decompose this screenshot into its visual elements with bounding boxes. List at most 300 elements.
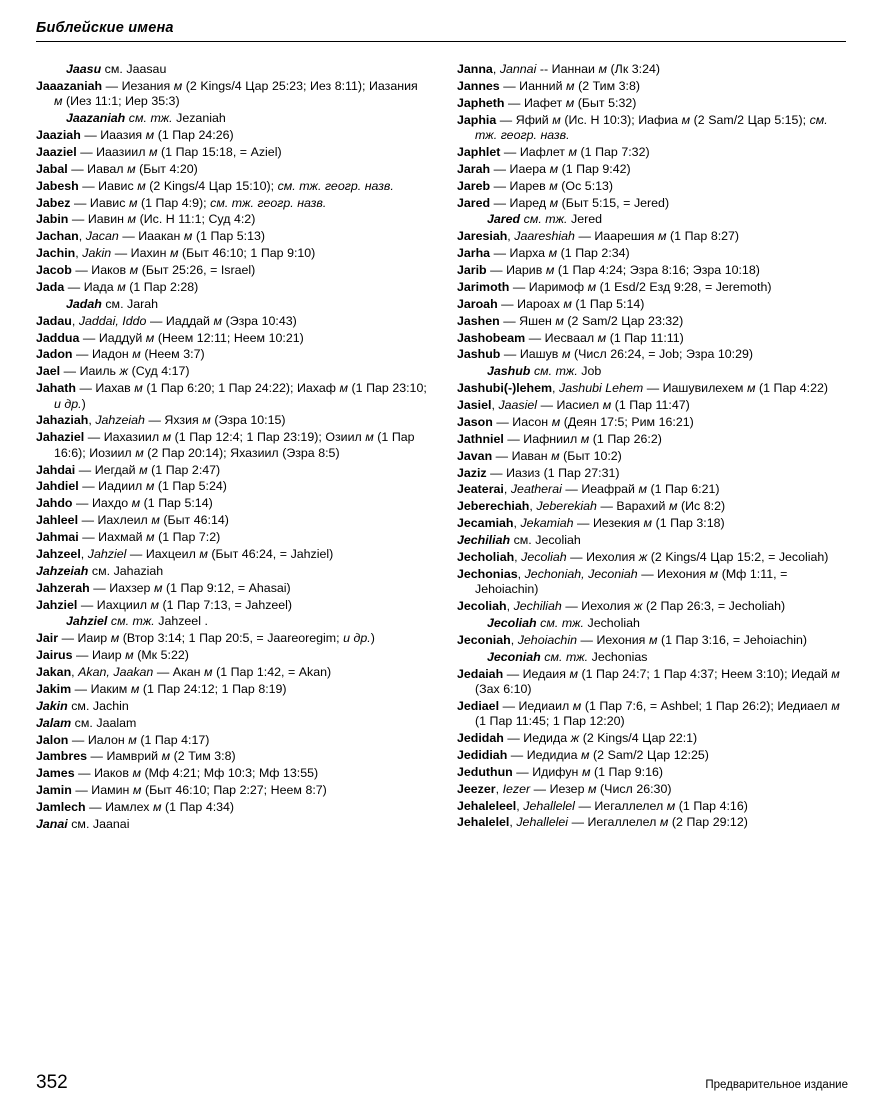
dictionary-crossref — [36, 62, 427, 77]
dictionary-entry — [36, 413, 427, 428]
entry-body: — Иаир м (Втор 3:14; 1 Пар 20:5, = Jaareoregim; и др.) — [58, 631, 375, 646]
entry-headword-variant: Jahzeiah — [95, 413, 145, 428]
entry-separator: , — [492, 62, 500, 76]
entry-separator: , — [491, 398, 499, 412]
dictionary-entry — [457, 815, 848, 830]
entry-headword: Jeduthun — [457, 764, 513, 779]
dictionary-entry — [36, 280, 427, 295]
entry-separator: , — [78, 229, 86, 244]
entry-body: — Ианний м (2 Тим 3:8) — [499, 78, 641, 93]
entry-body: — Иахдо м (1 Пар 5:14) — [72, 496, 213, 511]
entry-body: — Яхзия м (Эзра 10:15) — [144, 413, 286, 428]
entry-body: — Иашув м (Числ 26:24, = Job; Эзра 10:29) — [500, 347, 754, 362]
dictionary-entry — [457, 398, 848, 413]
footer-note: Предварительное издание — [705, 1079, 848, 1091]
dictionary-column-left — [36, 62, 427, 1052]
entry-body: см. Jecoliah — [510, 533, 581, 547]
entry-headword: Jabesh — [36, 178, 79, 193]
entry-headword: Japhlet — [457, 144, 501, 159]
dictionary-entry — [457, 432, 848, 447]
entry-body: — Иазиз (1 Пар 27:31) — [486, 465, 620, 480]
entry-headword: Jadah — [66, 296, 102, 311]
entry-headword: Jacob — [36, 263, 72, 277]
entry-headword: Jecoliah — [487, 615, 537, 630]
entry-headword: Jambres — [36, 749, 87, 764]
entry-body: — Яфий м (Ис. Н 10:3); Иафиа м (2 Sam/2 Цар 5:15); см. тж. геогр. назв. — [475, 112, 828, 142]
entry-body: — Иамлех м (1 Пар 4:34) — [85, 800, 235, 814]
entry-body: — Иезер м (Числ 26:30) — [530, 781, 672, 796]
dictionary-entry — [457, 699, 848, 730]
entry-headword-variant: Jecoliah — [521, 549, 567, 564]
entry-separator: , — [513, 516, 521, 531]
entry-headword: Jahaziah — [36, 413, 89, 428]
entry-body: — Иезания м (2 Kings/4 Цар 25:23; Иез 8:11); Иазания м (Иез 11:1; Иер 35:3) — [54, 78, 418, 109]
entry-headword: Jason — [457, 414, 493, 429]
dictionary-crossref — [457, 212, 848, 227]
entry-headword: James — [36, 766, 75, 781]
entry-body: — Иафет м (Быт 5:32) — [504, 95, 637, 110]
entry-headword: Jadau — [36, 313, 72, 328]
entry-headword-variant: Jaareshiah — [514, 229, 575, 244]
dictionary-entry — [36, 145, 427, 160]
entry-body: см. тж. Jezaniah — [128, 111, 226, 126]
dictionary-entry — [457, 599, 848, 614]
dictionary-entry — [457, 79, 848, 94]
entry-headword: Jakan — [36, 665, 72, 679]
entry-headword: Jakin — [36, 698, 68, 713]
entry-body: — Иаера м (1 Пар 9:42) — [490, 161, 631, 176]
dictionary-entry — [36, 547, 427, 562]
entry-headword: Jecholiah — [457, 549, 515, 564]
entry-body: — Иезекия м (1 Пар 3:18) — [573, 516, 725, 531]
dictionary-entry — [36, 800, 427, 815]
entry-headword: Jahzerah — [36, 580, 90, 595]
entry-body: — Иашувилехем м (1 Пар 4:22) — [643, 381, 829, 396]
entry-headword: Jaddua — [36, 330, 80, 345]
entry-headword: Jathniel — [457, 431, 504, 446]
entry-body: — Иарев м (Ос 5:13) — [490, 178, 614, 193]
dictionary-entry — [36, 598, 427, 613]
entry-body: см. Jaasau — [101, 62, 167, 76]
dictionary-entry — [36, 381, 427, 412]
entry-headword-variant: Jashubi Lehem — [559, 381, 644, 396]
entry-headword: Jarah — [457, 161, 491, 176]
dictionary-crossref — [36, 614, 427, 629]
entry-separator: , — [88, 413, 96, 428]
dictionary-entry — [36, 430, 427, 461]
entry-headword: Jareb — [457, 178, 491, 193]
entry-headword: Jahzeel — [36, 546, 81, 561]
entry-headword: Jakim — [36, 681, 72, 696]
entry-headword-variant: Jehoiachin — [517, 632, 577, 647]
entry-separator: , — [510, 632, 518, 647]
dictionary-crossref — [457, 533, 848, 548]
dictionary-entry — [457, 229, 848, 244]
dictionary-entry — [36, 749, 427, 764]
entry-headword: Jediael — [457, 698, 500, 713]
header-title: Библейские имена — [36, 20, 174, 36]
dictionary-entry — [457, 96, 848, 111]
entry-headword: Jabal — [36, 161, 68, 176]
dictionary-entry — [36, 162, 427, 177]
dictionary-crossref — [457, 364, 848, 379]
entry-headword: Jahdai — [36, 462, 76, 477]
entry-headword: Jaaziah — [36, 128, 81, 142]
entry-headword: Jehalelel — [457, 815, 510, 830]
entry-headword: Jael — [36, 364, 61, 379]
entry-body: — Иахин м (Быт 46:10; 1 Пар 9:10) — [111, 246, 316, 261]
entry-headword: Jachan — [36, 229, 79, 244]
entry-headword: Jahziel — [66, 614, 108, 629]
entry-headword: Jair — [36, 631, 59, 646]
dictionary-entry — [457, 550, 848, 565]
entry-body: — Иехония м (1 Пар 3:16, = Jehoiachin) — [576, 632, 808, 647]
dictionary-entry — [36, 246, 427, 261]
dictionary-entry — [36, 128, 427, 143]
entry-separator: , — [80, 546, 88, 561]
entry-headword: Janna — [457, 62, 493, 76]
entry-headword: Jamlech — [36, 800, 86, 814]
entry-body: — Иада м (1 Пар 2:28) — [64, 279, 199, 294]
entry-body: — Иамин м (Быт 46:10; Пар 2:27; Неем 8:7) — [71, 783, 327, 798]
entry-headword: Jalon — [36, 732, 69, 747]
dictionary-entry — [457, 381, 848, 396]
entry-headword: Jaroah — [457, 296, 498, 311]
entry-headword: Jahziel — [36, 597, 78, 612]
entry-headword: Jared — [487, 212, 521, 227]
entry-body: — Иегаллелел м (1 Пар 4:16) — [574, 798, 748, 813]
entry-headword: Jechonias — [457, 566, 518, 581]
entry-headword-variant: Jeberekiah — [536, 499, 597, 514]
entry-body: — Иаир м (Мк 5:22) — [72, 648, 189, 663]
page-number: 352 — [36, 1072, 68, 1093]
dictionary-entry — [457, 179, 848, 194]
dictionary-entry — [457, 145, 848, 160]
dictionary-entry — [36, 463, 427, 478]
entry-body: см. Jaalam — [71, 715, 137, 730]
entry-body: — Иароах м (1 Пар 5:14) — [497, 296, 645, 311]
entry-body: — Иафниил м (1 Пар 26:2) — [503, 431, 662, 446]
entry-headword-variant: Jehallelel — [523, 798, 575, 813]
entry-headword: Jabin — [36, 212, 69, 227]
entry-body: — Иаддуй м (Неем 12:11; Неем 10:21) — [79, 330, 304, 345]
entry-body: — Иахмай м (1 Пар 7:2) — [78, 530, 221, 544]
entry-body: — Акан м (1 Пар 1:42, = Akan) — [153, 665, 332, 679]
entry-headword-variant: Jakin — [82, 246, 112, 261]
entry-headword-variant: Jechiliah — [513, 599, 562, 613]
entry-body: — Иахциил м (1 Пар 7:13, = Jahzeel) — [77, 597, 293, 612]
dictionary-entry — [36, 229, 427, 244]
entry-headword: Jahdo — [36, 496, 73, 511]
entry-body: — Иаазия м (1 Пар 24:26) — [80, 128, 234, 142]
entry-body: см. тж. Jechonias — [544, 649, 648, 664]
entry-headword: Jabez — [36, 195, 71, 210]
dictionary-entry — [457, 667, 848, 698]
entry-body: — Иахав м (1 Пар 6:20; 1 Пар 24:22); Иахаф м (1 Пар 23:10; и др.) — [54, 381, 427, 411]
entry-headword: Jashubi(-)lehem — [457, 381, 553, 396]
entry-separator: , — [71, 313, 79, 328]
dictionary-entry — [36, 648, 427, 663]
dictionary-entry — [457, 482, 848, 497]
dictionary-entry — [36, 331, 427, 346]
entry-headword: Jarha — [457, 246, 491, 261]
entry-headword: Jaaziel — [36, 144, 77, 159]
entry-headword-variant: Jechoniah, Jeconiah — [524, 566, 638, 581]
entry-body: — Иехолия ж (2 Пар 26:3, = Jecholiah) — [561, 599, 786, 613]
entry-headword-variant: Jeatherai — [510, 482, 562, 497]
entry-body: — Иарив м (1 Пар 4:24; Эзра 8:16; Эзра 10:18) — [486, 263, 760, 277]
header-rule — [36, 41, 846, 42]
dictionary-entry — [457, 162, 848, 177]
entry-separator: , — [495, 781, 503, 796]
entry-headword: Jarimoth — [457, 279, 510, 294]
dictionary-entry — [457, 731, 848, 746]
dictionary-entry — [36, 665, 427, 680]
entry-separator: , — [507, 229, 515, 244]
entry-body: — Иахлеил м (Быт 46:14) — [78, 513, 229, 528]
entry-headword: Jannes — [457, 78, 500, 93]
entry-headword: Jeezer — [457, 781, 496, 796]
entry-headword: Jarib — [457, 263, 487, 277]
dictionary-entry — [36, 196, 427, 211]
dictionary-entry — [457, 499, 848, 514]
entry-separator: , — [516, 798, 524, 813]
entry-headword: Jahath — [36, 381, 76, 396]
entry-headword: Japheth — [457, 95, 505, 110]
entry-body: — Иедида ж (2 Kings/4 Цар 22:1) — [503, 731, 698, 745]
entry-headword: Jedidiah — [457, 747, 508, 762]
entry-body: — Иаван м (Быт 10:2) — [492, 448, 622, 463]
entry-body: — Иехолия ж (2 Kings/4 Цар 15:2, = Jecoliah) — [566, 549, 829, 564]
page-header — [36, 18, 846, 46]
entry-headword: Jaresiah — [457, 229, 508, 244]
entry-headword: Jaaazaniah — [36, 78, 103, 93]
dictionary-entry — [457, 62, 848, 77]
dictionary-columns — [36, 62, 848, 1052]
entry-body: — Иаиль ж (Суд 4:17) — [60, 364, 190, 379]
entry-body: — Иавис м (1 Пар 4:9); см. тж. геогр. назв. — [70, 195, 327, 210]
entry-headword-variant: Jekamiah — [520, 516, 574, 531]
entry-body: см. Jahaziah — [88, 563, 164, 578]
entry-headword: Jeberechiah — [457, 499, 530, 514]
entry-body: — Иаддай м (Эзра 10:43) — [146, 313, 297, 328]
entry-separator: , — [514, 549, 522, 564]
entry-body: см. тж. Jered — [523, 212, 602, 227]
entry-body: — Иасиел м (1 Пар 11:47) — [537, 398, 690, 412]
entry-headword: Jecamiah — [457, 516, 514, 531]
dictionary-entry — [457, 516, 848, 531]
dictionary-entry — [36, 479, 427, 494]
entry-headword: Jehaleleel — [457, 798, 517, 813]
dictionary-entry — [457, 466, 848, 481]
entry-body: — Иаред м (Быт 5:15, = Jered) — [490, 195, 670, 210]
entry-body: — Иавин м (Ис. Н 11:1; Суд 4:2) — [68, 212, 256, 227]
entry-body: — Иедиаил м (1 Пар 7:6, = Ashbel; 1 Пар 26:2); Иедиаел м (1 Пар 11:45; 1 Пар 12:20) — [475, 698, 840, 729]
dictionary-entry — [457, 297, 848, 312]
entry-headword: Jachin — [36, 246, 76, 261]
dictionary-entry — [457, 449, 848, 464]
entry-body: — Иавал м (Быт 4:20) — [67, 161, 198, 176]
dictionary-entry — [457, 633, 848, 648]
dictionary-entry — [36, 513, 427, 528]
entry-headword: Jalam — [36, 715, 72, 730]
dictionary-entry — [457, 314, 848, 329]
entry-headword-variant: Jacan — [85, 229, 119, 244]
entry-headword-variant: Jehallelei — [516, 815, 569, 830]
entry-headword: Jedidah — [457, 731, 504, 745]
dictionary-entry — [457, 782, 848, 797]
dictionary-column-right — [457, 62, 848, 1052]
entry-body: см. Jaanai — [67, 816, 130, 831]
dictionary-entry — [36, 212, 427, 227]
dictionary-entry — [457, 415, 848, 430]
entry-headword: Jashub — [487, 364, 531, 379]
entry-body: — Иадиил м (1 Пар 5:24) — [78, 479, 227, 494]
entry-separator: , — [517, 566, 525, 581]
entry-body: — Иегдай м (1 Пар 2:47) — [75, 462, 221, 477]
entry-separator: , — [529, 499, 537, 514]
entry-headword: Jared — [457, 195, 491, 210]
entry-body: см. тж. Jahzeel . — [110, 614, 208, 629]
dictionary-entry — [457, 113, 848, 144]
entry-body: — Варахий м (Ис 8:2) — [596, 499, 726, 514]
dictionary-entry — [36, 530, 427, 545]
entry-body: -- Ианнаи м (Лк 3:24) — [536, 62, 661, 76]
entry-headword-variant: Akan, Jaakan — [78, 665, 154, 679]
entry-body: — Иегаллелел м (2 Пар 29:12) — [568, 815, 748, 830]
entry-headword: Jashen — [457, 313, 500, 328]
dictionary-crossref — [36, 817, 427, 832]
dictionary-entry — [457, 748, 848, 763]
entry-headword: Jahzeiah — [36, 563, 89, 578]
entry-body: — Иаким м (1 Пар 24:12; 1 Пар 8:19) — [71, 681, 287, 696]
dictionary-entry — [36, 79, 427, 110]
entry-body: — Иаримоф м (1 Esd/2 Езд 9:28, = Jeremoth) — [509, 279, 772, 294]
dictionary-entry — [457, 246, 848, 261]
entry-headword-variant: Jaasiel — [498, 398, 538, 412]
dictionary-entry — [457, 347, 848, 362]
entry-body: — Иавис м (2 Kings/4 Цар 15:10); см. тж. геогр. назв. — [78, 178, 394, 193]
entry-body: — Идифун м (1 Пар 9:16) — [512, 764, 664, 779]
entry-headword: Jeaterai — [457, 482, 504, 497]
dictionary-entry — [36, 783, 427, 798]
entry-body: — Иафлет м (1 Пар 7:32) — [500, 144, 650, 159]
entry-headword: Jamin — [36, 783, 72, 798]
dictionary-entry — [36, 263, 427, 278]
entry-separator: , — [75, 246, 83, 261]
entry-headword: Jeconiah — [457, 632, 511, 647]
dictionary-crossref — [36, 111, 427, 126]
entry-body: — Иахзер м (1 Пар 9:12, = Ahasai) — [89, 580, 291, 595]
entry-headword: Jashub — [457, 347, 501, 362]
dictionary-entry — [457, 765, 848, 780]
dictionary-entry — [457, 263, 848, 278]
entry-headword-variant: Jannai — [499, 62, 537, 76]
entry-body: — Иахцеил м (Быт 46:24, = Jahziel) — [126, 546, 334, 561]
entry-headword: Jahleel — [36, 513, 79, 528]
dictionary-entry — [36, 347, 427, 362]
entry-headword: Jahdiel — [36, 479, 79, 494]
entry-body: — Иадон м (Неем 3:7) — [72, 347, 205, 362]
entry-separator: , — [506, 599, 514, 613]
dictionary-entry — [36, 766, 427, 781]
dictionary-entry — [36, 631, 427, 646]
dictionary-crossref — [36, 699, 427, 714]
entry-separator: , — [71, 665, 79, 679]
entry-body: — Иарха м (1 Пар 2:34) — [490, 246, 630, 261]
dictionary-entry — [36, 179, 427, 194]
entry-headword: Jaasu — [66, 62, 102, 76]
entry-body: — Иамврий м (2 Тим 3:8) — [86, 749, 236, 764]
entry-body: см. Jachin — [67, 698, 129, 713]
entry-body: — Иаарешия м (1 Пар 8:27) — [574, 229, 740, 244]
entry-headword: Jaziz — [457, 465, 487, 480]
entry-body: см. Jarah — [101, 296, 159, 311]
entry-headword: Jaazaniah — [66, 111, 126, 126]
entry-body: — Иалон м (1 Пар 4:17) — [68, 732, 210, 747]
dictionary-crossref — [457, 650, 848, 665]
entry-headword-variant: Jaddai, Iddo — [78, 313, 147, 328]
dictionary-entry — [457, 196, 848, 211]
entry-body: — Иедаия м (1 Пар 24:7; 1 Пар 4:37; Неем 3:10); Иедай м (Зах 6:10) — [475, 666, 840, 696]
entry-headword: Javan — [457, 448, 493, 463]
entry-body: — Иехония м (Мф 1:11, = Jehoiachin) — [475, 566, 788, 597]
entry-headword: Jeconiah — [487, 649, 541, 664]
entry-body: — Иаазиил м (1 Пар 15:18, = Aziel) — [76, 144, 282, 159]
dictionary-entry — [457, 280, 848, 295]
entry-body: — Иесваал м (1 Пар 11:11) — [525, 330, 684, 345]
entry-headword: Japhia — [457, 112, 497, 127]
dictionary-entry — [457, 331, 848, 346]
entry-headword: Jada — [36, 279, 65, 294]
entry-body: см. тж. Job — [533, 364, 602, 379]
entry-body: — Иаков м (Быт 25:26, = Israel) — [71, 263, 256, 277]
entry-headword: Janai — [36, 816, 68, 831]
dictionary-entry — [457, 799, 848, 814]
entry-headword: Jecoliah — [457, 599, 507, 613]
entry-headword: Jasiel — [457, 398, 492, 412]
dictionary-entry — [36, 581, 427, 596]
entry-body: — Иаков м (Мф 4:21; Мф 10:3; Мф 13:55) — [74, 766, 319, 781]
entry-headword: Jahaziel — [36, 430, 85, 445]
entry-separator: , — [552, 381, 560, 396]
entry-headword: Jashobeam — [457, 330, 526, 345]
dictionary-crossref — [36, 716, 427, 731]
page-footer — [36, 1072, 848, 1094]
dictionary-entry — [36, 682, 427, 697]
entry-body: — Иаакан м (1 Пар 5:13) — [118, 229, 265, 244]
entry-headword-variant: Jahziel — [87, 546, 127, 561]
entry-headword: Jedaiah — [457, 666, 504, 681]
dictionary-entry — [36, 496, 427, 511]
entry-body: — Иедидиа м (2 Sam/2 Цар 12:25) — [507, 747, 709, 762]
dictionary-crossref — [457, 616, 848, 631]
entry-body: — Иасон м (Деян 17:5; Рим 16:21) — [492, 414, 694, 429]
dictionary-entry — [36, 364, 427, 379]
entry-separator: , — [503, 482, 511, 497]
entry-headword: Jahmai — [36, 530, 79, 544]
dictionary-entry — [36, 314, 427, 329]
entry-body: — Иахазиил м (1 Пар 12:4; 1 Пар 23:19); Озиил м (1 Пар 16:6); Иозиил м (2 Пар 20:14); Яхазиил (Эзра 8:5) — [54, 430, 415, 460]
dictionary-crossref — [36, 297, 427, 312]
entry-headword-variant: Iezer — [502, 781, 531, 796]
entry-body: — Иеафрай м (1 Пар 6:21) — [561, 482, 720, 497]
dictionary-crossref — [36, 564, 427, 579]
entry-body: см. тж. Jecholiah — [540, 615, 640, 630]
entry-headword: Jechiliah — [457, 533, 511, 547]
entry-headword: Jairus — [36, 648, 73, 663]
dictionary-entry — [457, 567, 848, 598]
